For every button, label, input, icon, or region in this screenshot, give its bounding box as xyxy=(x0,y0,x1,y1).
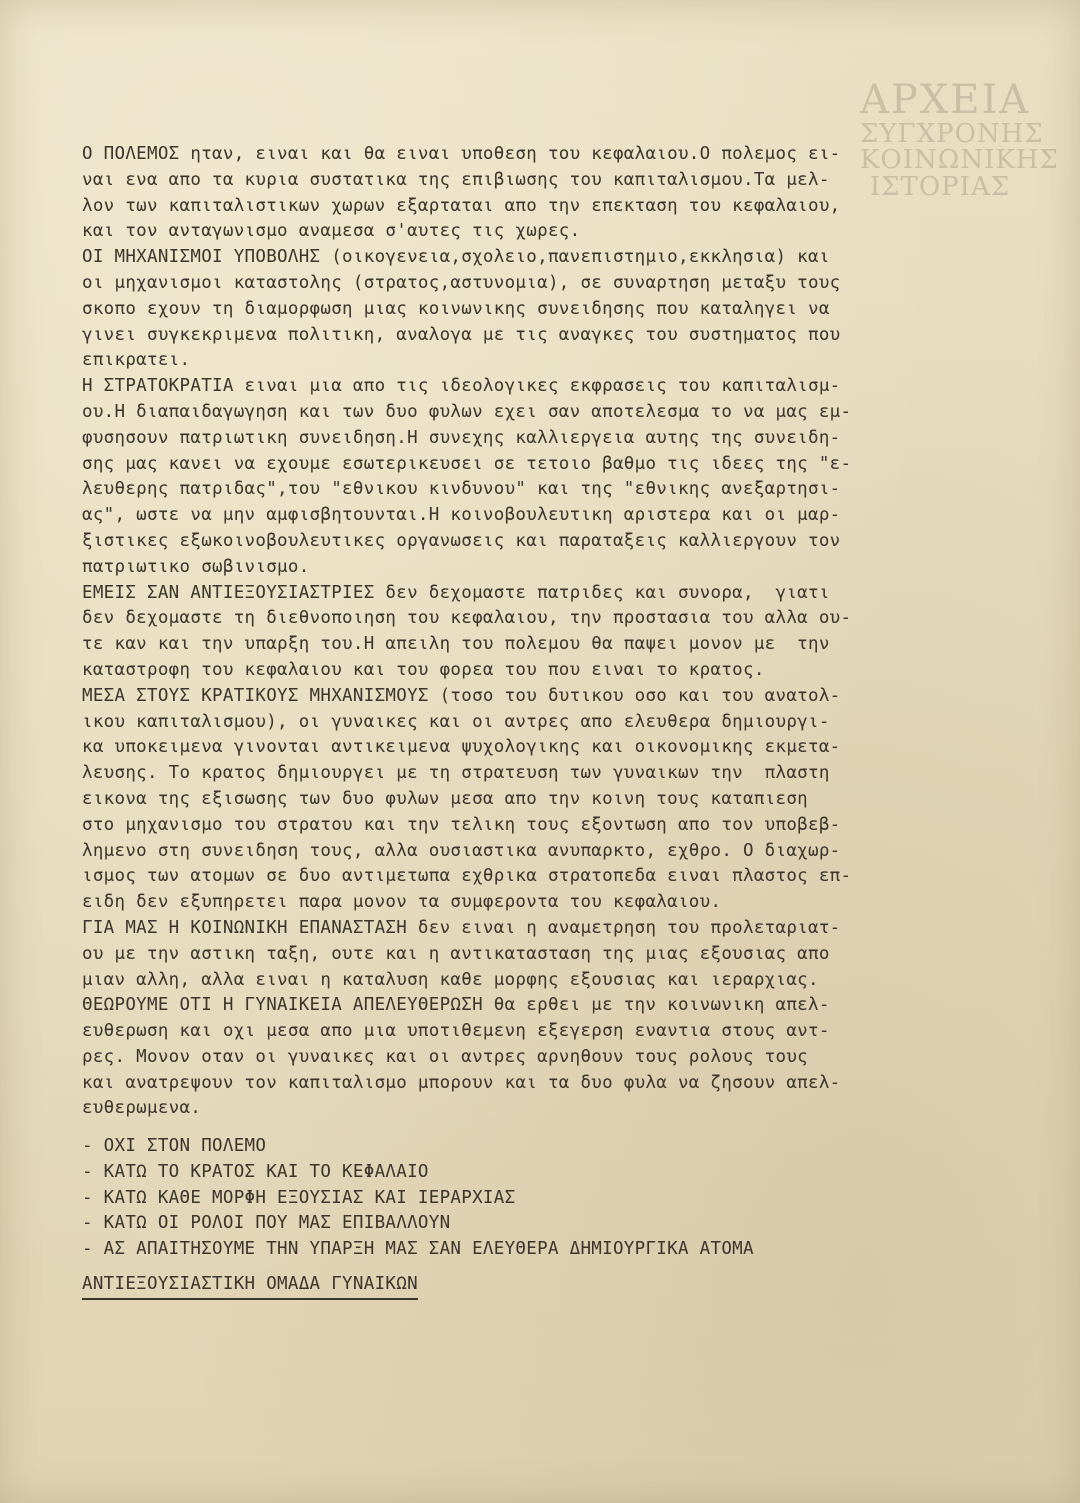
text-line: ευθερωμενα. xyxy=(82,1098,202,1119)
slogan-item: - ΚΑΤΩ ΤΟ ΚΡΑΤΟΣ ΚΑΙ ΤΟ ΚΕΦΑΛΑΙΟ xyxy=(82,1161,429,1182)
text-line: ειδη δεν εξυπηρετει παρα μονον τα συμφεροντα του κεφαλαιου. xyxy=(82,892,722,913)
text-line: ΘΕΩΡΟΥΜΕ ΟΤΙ Η ΓΥΝΑΙΚΕΙΑ ΑΠΕΛΕΥΘΕΡΩΣΗ θα ερθει με την κοινωνικη απελ- xyxy=(82,995,830,1016)
text-line: Ο ΠΟΛΕΜΟΣ ηταν, ειναι και θα ειναι υποθεση του κεφαλαιου.Ο πολεμος ει- xyxy=(82,144,841,164)
text-line: και τον ανταγωνισμο αναμεσα σ'αυτες τις χωρες. xyxy=(82,221,581,242)
watermark-line-3: ΚΟΙΝΩΝΙΚΗΣ xyxy=(860,145,1059,176)
text-line: ευθερωση και οχι μεσα απο μια υποτιθεμενη εξεγερση εναντια στους αντ- xyxy=(82,1021,830,1042)
watermark-line-4: ΙΣΤΟΡΙΑΣ xyxy=(869,171,1011,202)
text-line: ΟΙ ΜΗΧΑΝΙΣΜΟΙ ΥΠΟΒΟΛΗΣ (οικογενεια,σχολειο,πανεπιστημιο,εκκλησια) και xyxy=(82,247,830,268)
text-line: οι μηχανισμοι καταστολης (στρατος,αστυνομια), σε συναρτηση μεταξυ τους xyxy=(82,272,841,293)
text-line: φυσησουν πατριωτικη συνειδηση.Η συνεχης καλλιεργεια αυτης της συνειδη- xyxy=(82,427,841,448)
text-line: ου.Η διαπαιδαγωγηση και των δυο φυλων εχει σαν αποτελεσμα το να μας εμ- xyxy=(82,401,852,422)
text-line: επικρατει. xyxy=(82,350,191,371)
signature-line: ΑΝΤΙΕΞΟΥΣΙΑΣΤΙΚΗ ΟΜΑΔΑ ΓΥΝΑΙΚΩΝ xyxy=(82,1272,418,1300)
text-line: τε καν και την υπαρξη του.Η απειλη του πολεμου θα παψει μονον με την xyxy=(82,634,830,655)
text-line: ου με την αστικη ταξη, ουτε και η αντικατασταση της μιας εξουσιας απο xyxy=(82,943,830,964)
text-line: Η ΣΤΡΑΤΟΚΡΑΤΙΑ ειναι μια απο τις ιδεολογικες εκφρασεις του καπιταλισμ- xyxy=(82,376,841,397)
watermark-line-1: ΑΡΧΕΙΑ xyxy=(860,77,1031,123)
text-line: ΓΙΑ ΜΑΣ Η ΚΟΙΝΩΝΙΚΗ ΕΠΑΝΑΣΤΑΣΗ δεν ειναι η αναμετρηση του προλεταριατ- xyxy=(82,917,841,938)
manifesto-body-text xyxy=(82,142,992,1122)
slogan-item: - ΑΣ ΑΠΑΙΤΗΣΟΥΜΕ ΤΗΝ ΥΠΑΡΞΗ ΜΑΣ ΣΑΝ ΕΛΕΥΘΕΡΑ ΔΗΜΙΟΥΡΓΙΚΑ ΑΤΟΜΑ xyxy=(82,1239,754,1260)
text-line: λημενο στη συνειδηση τους, αλλα ουσιαστικα ανυπαρκτο, εχθρο. Ο διαχωρ- xyxy=(82,840,841,861)
text-line: ναι ενα απο τα κυρια συστατικα της επιβιωσης του καπιταλισμου.Τα μελ- xyxy=(82,169,830,190)
text-line: ξιστικες εξωκοινοβουλευτικες οργανωσεις και παραταξεις καλλιεργουν τον xyxy=(82,530,841,551)
text-line: ικου καπιταλισμου), οι γυναικες και οι αντρες απο ελευθερα δημιουργι- xyxy=(82,711,830,732)
text-line: στο μηχανισμο του στρατου και την τελικη τους εξοντωση απο τον υποβεβ- xyxy=(82,814,841,835)
slogan-list xyxy=(82,1134,992,1263)
text-line: κα υποκειμενα γινονται αντικειμενα ψυχολογικης και οικονομικης εκμετα- xyxy=(82,737,841,758)
text-line: λευσης. Το κρατος δημιουργει με τη στρατευση των γυναικων την πλαστη xyxy=(82,763,830,784)
text-line: ΜΕΣΑ ΣΤΟΥΣ ΚΡΑΤΙΚΟΥΣ ΜΗΧΑΝΙΣΜΟΥΣ (τοσο του δυτικου οσο και του ανατολ- xyxy=(82,685,841,706)
slogan-item: - ΟΧΙ ΣΤΟΝ ΠΟΛΕΜΟ xyxy=(82,1136,267,1156)
text-line: και ανατρεψουν τον καπιταλισμο μπορουν και τα δυο φυλα να ζησουν απελ- xyxy=(82,1072,841,1093)
text-line: λευθερης πατριδας",του "εθνικου κινδυνου" και της "εθνικης ανεξαρτησι- xyxy=(82,479,841,500)
text-line: πατριωτικο σωβινισμο. xyxy=(82,556,310,577)
text-line: ισμος των ατομων σε δυο αντιμετωπα εχθρικα στρατοπεδα ειναι πλαστος επ- xyxy=(82,866,852,887)
text-line: ρες. Μονον οταν οι γυναικες και οι αντρες αρνηθουν τους ρολους τους xyxy=(82,1046,809,1067)
slogan-item: - ΚΑΤΩ ΟΙ ΡΟΛΟΙ ΠΟΥ ΜΑΣ ΕΠΙΒΑΛΛΟΥΝ xyxy=(82,1213,451,1234)
text-line: καταστροφη του κεφαλαιου και του φορεα του που ειναι το κρατος. xyxy=(82,659,765,680)
text-line: γινει συγκεκριμενα πολιτικη, αναλογα με τις αναγκες του συστηματος που xyxy=(82,324,841,345)
watermark-line-2: ΣΥΓΧΡΟΝΗΣ xyxy=(860,118,1044,149)
text-line: σης μας κανει να εχουμε εσωτερικευσει σε τετοιο βαθμο τις ιδεες της "ε- xyxy=(82,453,852,474)
text-line: δεν δεχομαστε τη διεθνοποιηση του κεφαλαιου, την προστασια του αλλα ου- xyxy=(82,608,852,629)
text-line: μιαν αλλη, αλλα ειναι η καταλυση καθε μορφης εξουσιας και ιεραρχιας. xyxy=(82,969,819,990)
text-line: ΕΜΕΙΣ ΣΑΝ ΑΝΤΙΕΞΟΥΣΙΑΣΤΡΙΕΣ δεν δεχομαστε πατριδες και συνορα, γιατι xyxy=(82,582,830,603)
text-line: λον των καπιταλιστικων χωρων εξαρταται απο την επεκταση του κεφαλαιου, xyxy=(82,195,841,216)
text-line: σκοπο εχουν τη διαμορφωση μιας κοινωνικης συνειδησης που καταληγει να xyxy=(82,298,830,319)
slogan-item: - ΚΑΤΩ ΚΑΘΕ ΜΟΡΦΗ ΕΞΟΥΣΙΑΣ ΚΑΙ ΙΕΡΑΡΧΙΑΣ xyxy=(82,1187,516,1208)
text-line: εικονα της εξισωσης των δυο φυλων μεσα απο την κοινη τους καταπιεση xyxy=(82,788,809,809)
text-line: ας", ωστε να μην αμφισβητουνται.Η κοινοβουλευτικη αριστερα και οι μαρ- xyxy=(82,505,841,526)
